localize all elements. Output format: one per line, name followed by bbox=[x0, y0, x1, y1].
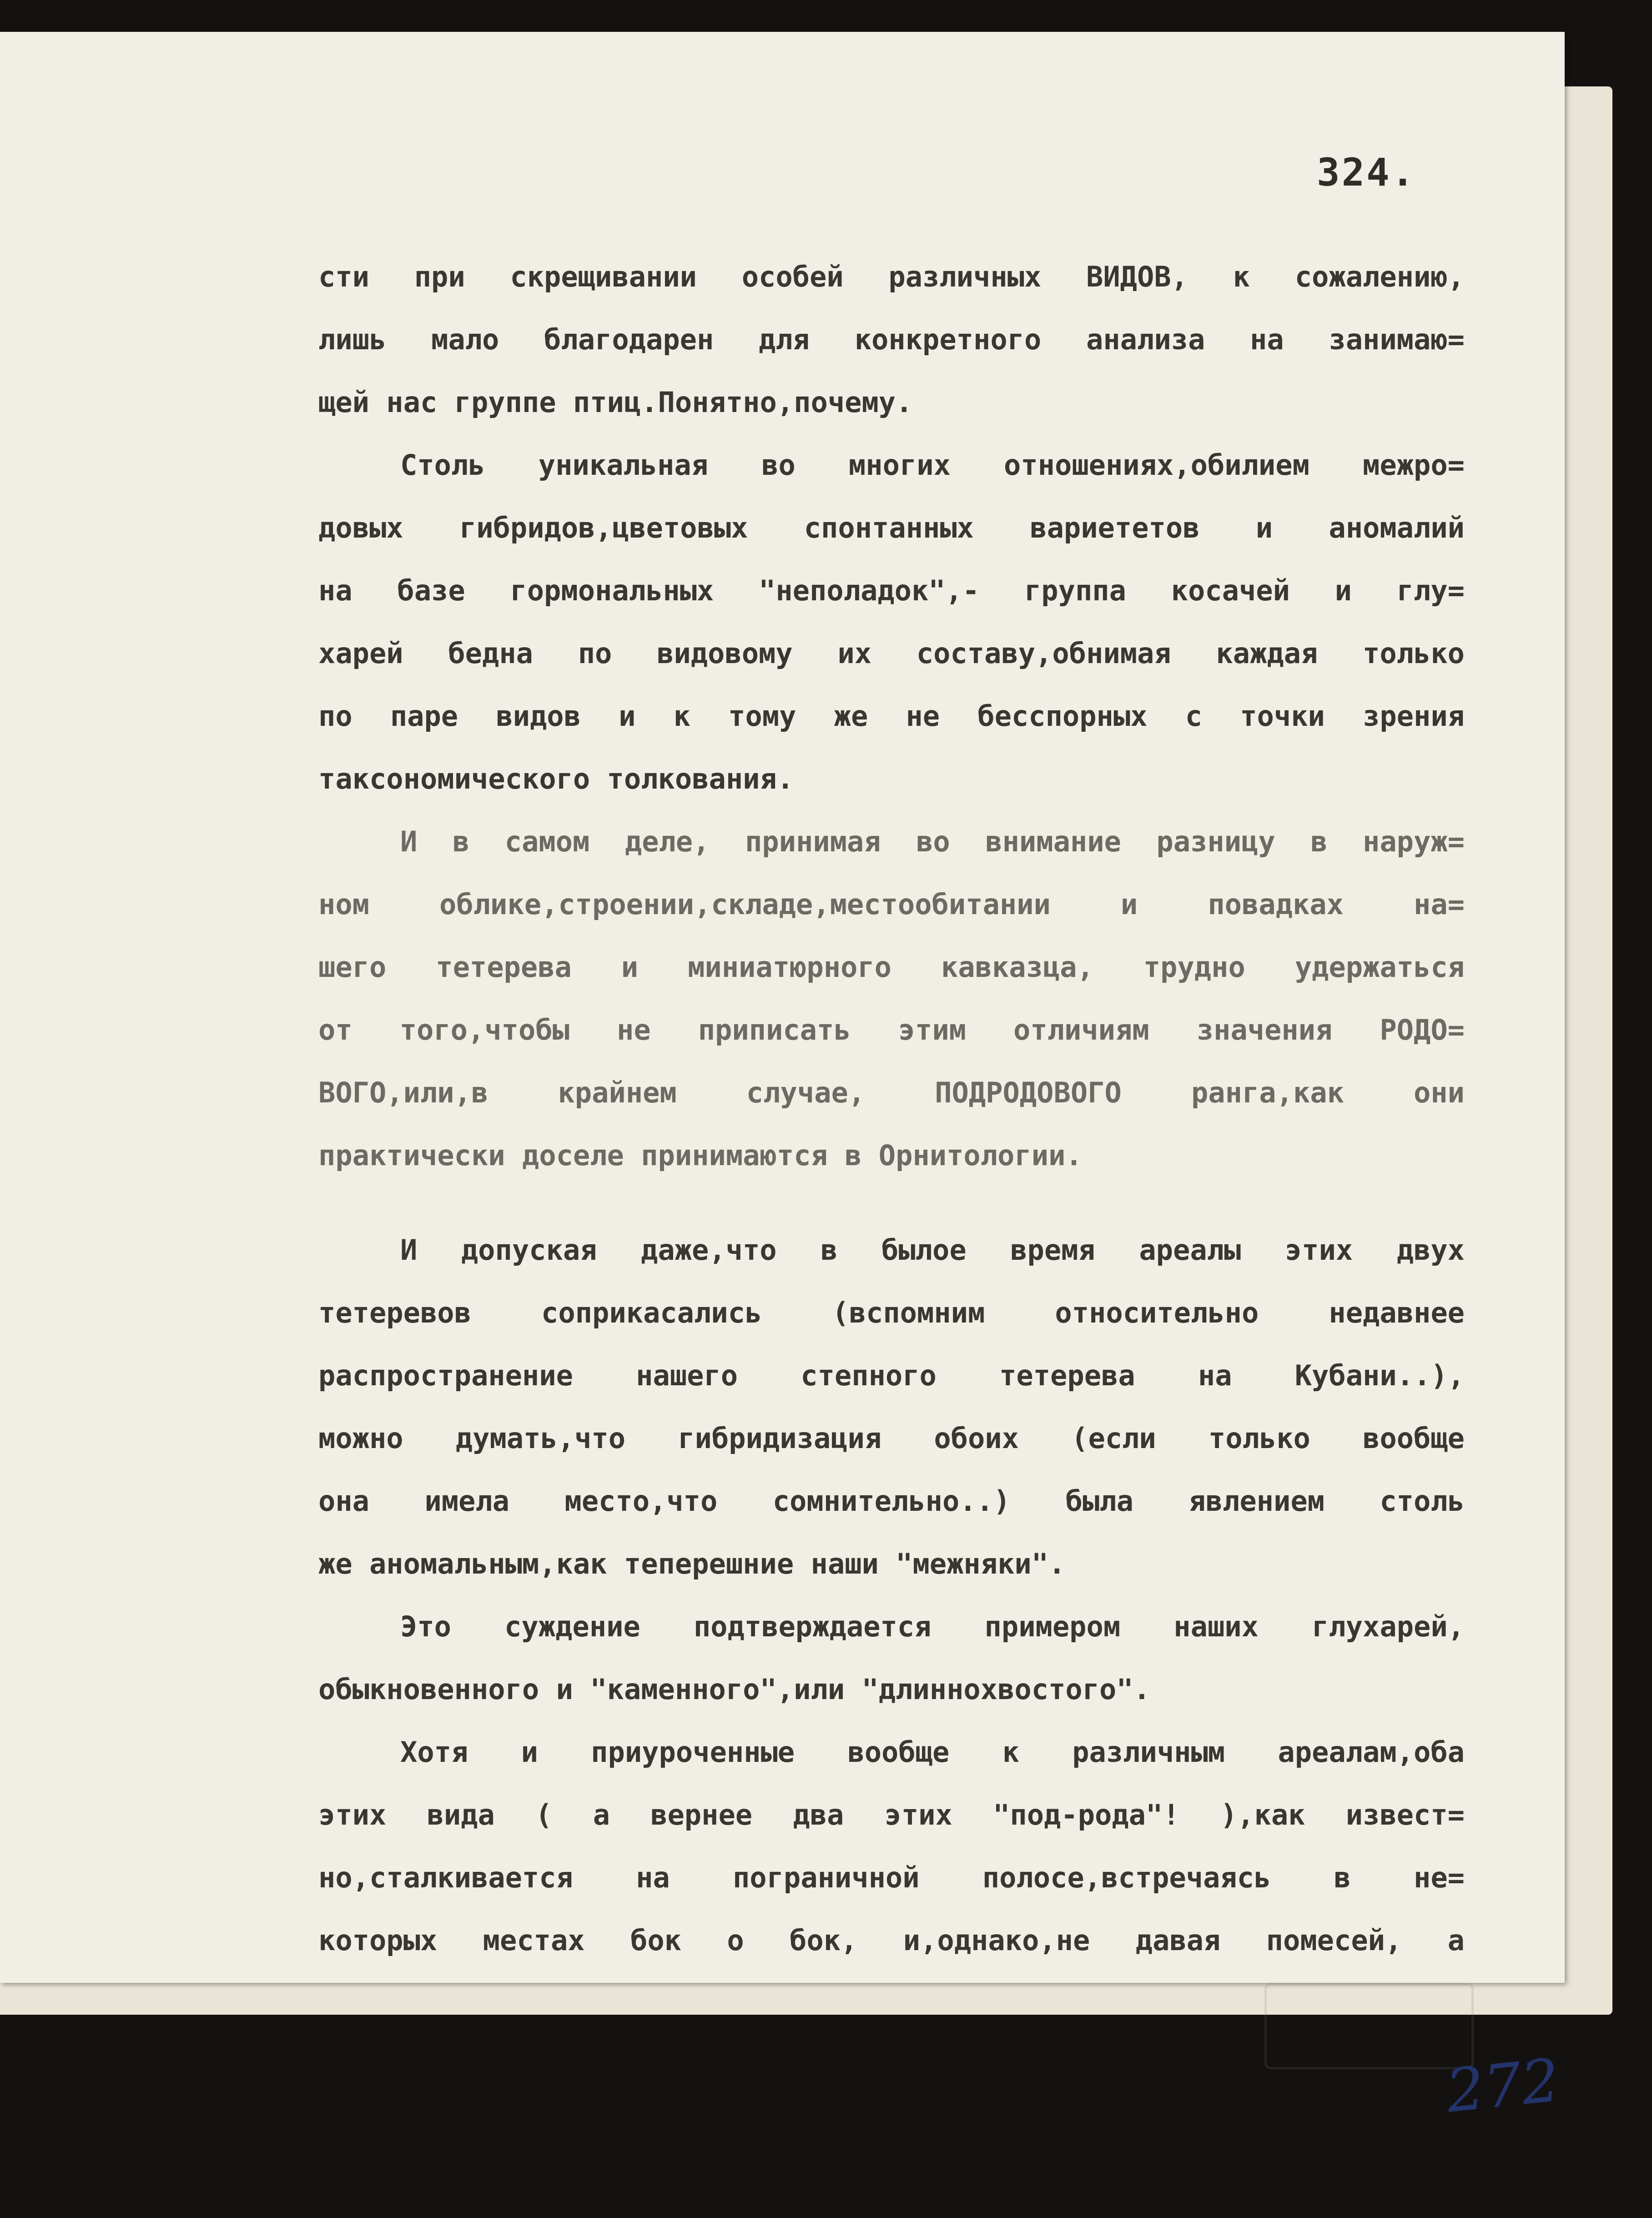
text-line: Хотя и приуроченные вообще к различным ареалам,оба bbox=[400, 1735, 1465, 1769]
paragraph-gap bbox=[318, 1187, 1465, 1219]
text-line: тетеревов соприкасались (вспомним относительно недавнее bbox=[318, 1296, 1465, 1329]
text-line: можно думать,что гибридизация обоих (если только вообще bbox=[318, 1422, 1465, 1455]
text-line: по паре видов и к тому же не бесспорных с точки зрения bbox=[318, 699, 1465, 733]
text-line: обыкновенного и "каменного",или "длиннохвостого". bbox=[318, 1673, 1151, 1706]
text-line: распространение нашего степного тетерева на Кубани..), bbox=[318, 1359, 1465, 1392]
text-line: практически доселе принимаются в Орнитологии. bbox=[318, 1139, 1083, 1172]
text-line: Столь уникальная во многих отношениях,обилием межро= bbox=[400, 448, 1465, 482]
text-line: которых местах бок о бок, и,однако,не давая помесей, а bbox=[318, 1924, 1465, 1957]
page-number: 324. bbox=[1317, 150, 1416, 195]
text-line: лишь мало благодарен для конкретного анализа на занимаю= bbox=[318, 323, 1465, 356]
text-line: но,сталкивается на пограничной полосе,встречаясь в не= bbox=[318, 1861, 1465, 1894]
handwritten-archive-number: 272 bbox=[1443, 2045, 1563, 2126]
text-line: она имела место,что сомнительно..) была явлением столь bbox=[318, 1484, 1465, 1518]
text-line: И в самом деле, принимая во внимание разницу в наруж= bbox=[400, 825, 1465, 858]
text-line: сти при скрещивании особей различных ВИДОВ, к сожалению, bbox=[318, 260, 1465, 293]
text-line: ВОГО,или,в крайнем случае, ПОДРОДОВОГО ранга,как они bbox=[318, 1076, 1465, 1109]
text-line: от того,чтобы не приписать этим отличиям значения РОДО= bbox=[318, 1013, 1465, 1046]
library-stamp bbox=[1264, 1983, 1474, 2069]
body-text bbox=[318, 246, 1465, 1972]
text-line: же аномальным,как теперешние наши "межняки". bbox=[318, 1547, 1066, 1580]
text-line: харей бедна по видовому их составу,обнимая каждая только bbox=[318, 637, 1465, 670]
text-line: Это суждение подтверждается примером наших глухарей, bbox=[400, 1610, 1465, 1643]
text-line: щей нас группе птиц.Понятно,почему. bbox=[318, 386, 913, 419]
typewritten-page bbox=[0, 32, 1565, 2126]
text-line: И допуская даже,что в былое время ареалы этих двух bbox=[400, 1233, 1465, 1267]
text-line: довых гибридов,цветовых спонтанных вариететов и аномалий bbox=[318, 511, 1465, 544]
text-line: шего тетерева и миниатюрного кавказца, трудно удержаться bbox=[318, 951, 1465, 984]
text-line: этих вида ( а вернее два этих "под-рода"! ),как извест= bbox=[318, 1798, 1465, 1831]
text-line: таксономического толкования. bbox=[318, 762, 794, 795]
text-line: ном облике,строении,складе,местообитании и повадках на= bbox=[318, 888, 1465, 921]
text-line: на базе гормональных "неполадок",- группа косачей и глу= bbox=[318, 574, 1465, 607]
